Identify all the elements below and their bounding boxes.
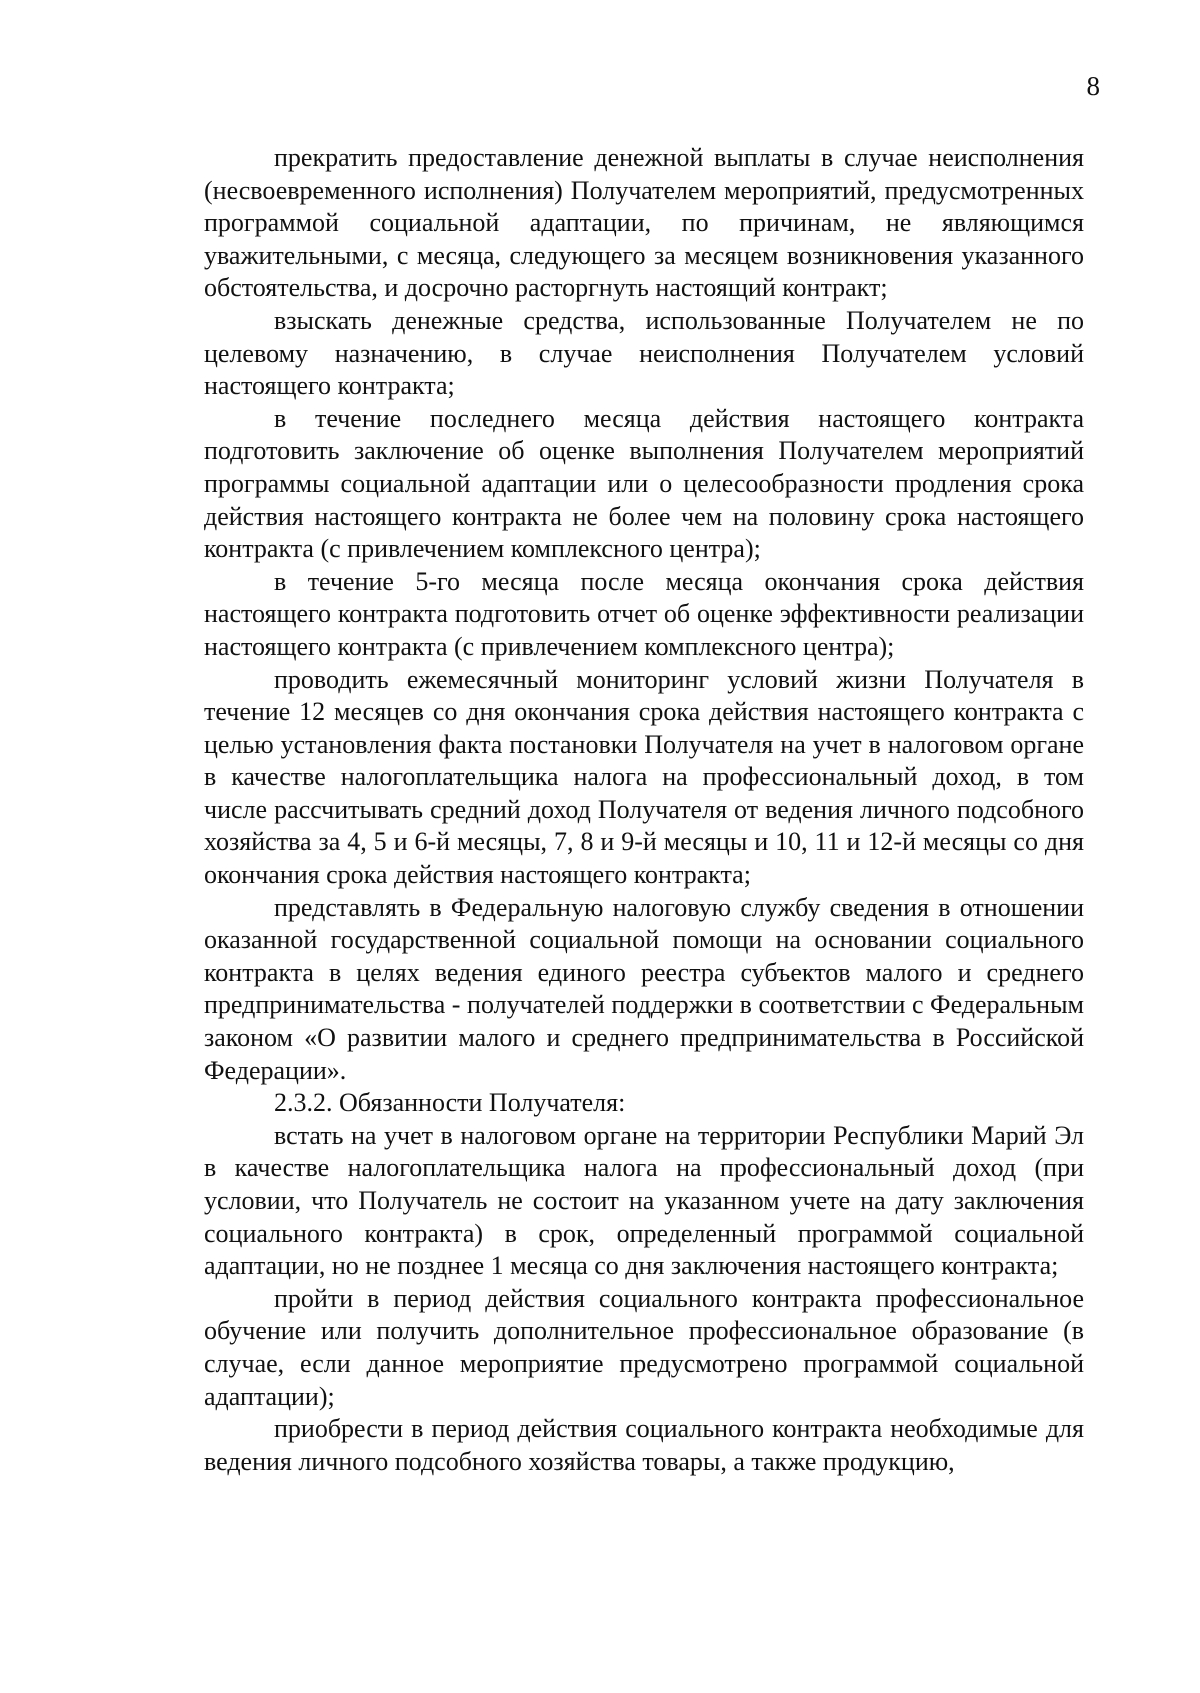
paragraph-professional-training: пройти в период действия социального контракта профессиональное обучение или получить дополнительное профессиональное образование (в случае, если данное мероприятие предусмотрено программой социальной адаптации); [204,1283,1084,1411]
paragraph-purchase-goods: приобрести в период действия социального контракта необходимые для ведения личного подсобного хозяйства товары, а также продукцию, [204,1414,1084,1476]
document-body [204,142,1084,1478]
paragraph-recover-funds: взыскать денежные средства, использованные Получателем не по целевому назначению, в случае неисполнения Получателем условий настоящего контракта; [204,305,1084,401]
paragraph-prepare-conclusion: в течение последнего месяца действия настоящего контракта подготовить заключение об оценке выполнения Получателем мероприятий программы социальной адаптации или о целесообразности продления срока действия настоящего контракта не более чем на половину срока настоящего контракта (с привлечением комплексного центра); [204,403,1084,564]
page-number: 8 [1086,71,1100,101]
paragraph-tax-registration: встать на учет в налоговом органе на территории Республики Марий Эл в качестве налогоплательщика налога на профессиональный доход (при условии, что Получатель не состоит на указанном учете на дату заключения социального контракта) в срок, определенный программой социальной адаптации, но не позднее 1 месяца со дня заключения настоящего контракта; [204,1120,1084,1281]
section-heading-recipient-duties: 2.3.2. Обязанности Получателя: [274,1088,626,1118]
paragraph-monthly-monitoring: проводить ежемесячный мониторинг условий жизни Получателя в течение 12 месяцев со дня окончания срока действия настоящего контракта с целью установления факта постановки Получателя на учет в налоговом органе в качестве налогоплательщика налога на профессиональный доход, в том числе рассчитывать средний доход Получателя от ведения личного подсобного хозяйства за 4, 5 и 6-й месяцы, 7, 8 и 9-й месяцы и 10, 11 и 12-й месяцы со дня окончания срока действия настоящего контракта; [204,664,1084,890]
paragraph-prepare-report: в течение 5-го месяца после месяца окончания срока действия настоящего контракта подготовить отчет об оценке эффективности реализации настоящего контракта (с привлечением комплексного центра); [204,566,1084,661]
paragraph-terminate-payment: прекратить предоставление денежной выплаты в случае неисполнения (несвоевременного исполнения) Получателем мероприятий, предусмотренных программой социальной адаптации, по причинам, не являющимся уважительными, с месяца, следующего за месяцем возникновения указанного обстоятельства, и досрочно расторгнуть настоящий контракт; [204,143,1084,303]
paragraph-tax-service-info: представлять в Федеральную налоговую службу сведения в отношении оказанной государственной социальной помощи на основании социального контракта в целях ведения единого реестра субъектов малого и среднего предпринимательства - получателей поддержки в соответствии с Федеральным законом «О развитии малого и среднего предпринимательства в Российской Федерации». [204,892,1084,1085]
